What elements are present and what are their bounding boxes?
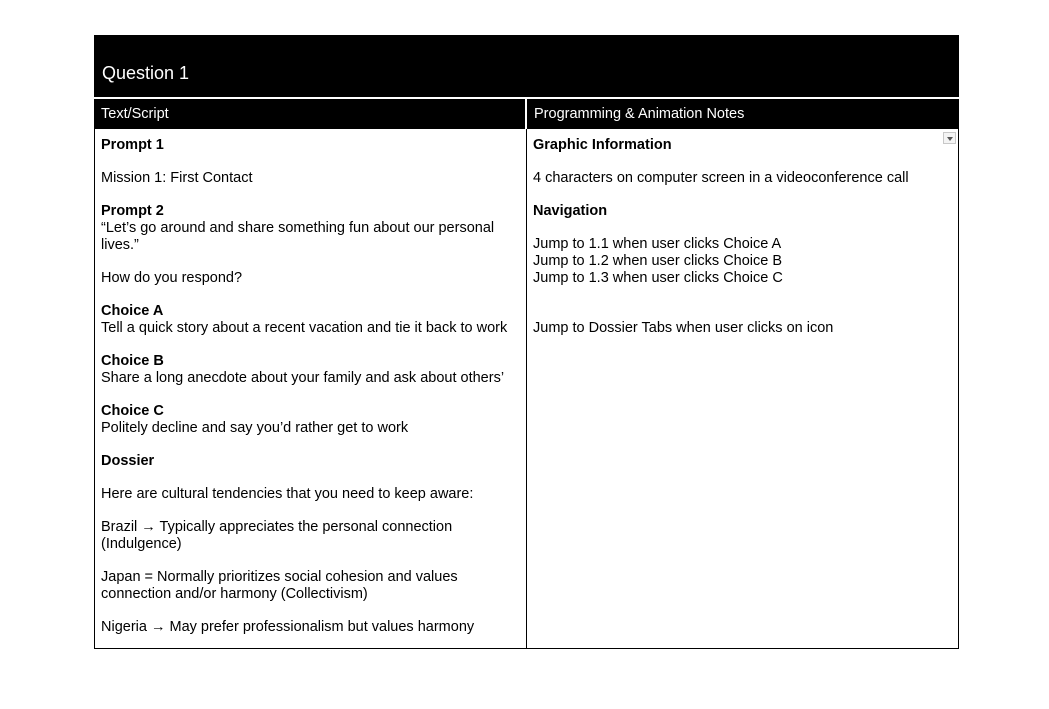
prompt-1-heading: Prompt 1 xyxy=(101,137,164,153)
jump-choice-c: Jump to 1.3 when user clicks Choice C xyxy=(533,270,783,286)
dossier-item-japan: Japan = Normally prioritizes social cohesion and values connection and/or harmony (Collectivism) xyxy=(101,569,458,602)
dossier-item-brazil: Brazil → Typically appreciates the personal connection (Indulgence) xyxy=(101,519,453,552)
prompt-1 xyxy=(101,137,520,154)
navigation-heading: Navigation xyxy=(533,203,608,219)
choice-c xyxy=(101,403,520,437)
prompt-2-quote: “Let’s go around and share something fun about our personal lives.” xyxy=(101,220,495,253)
graphic-info-heading: Graphic Information xyxy=(533,137,672,153)
text-script-cell[interactable] xyxy=(95,129,527,648)
choice-c-heading: Choice C xyxy=(101,403,164,419)
question-title: Question 1 xyxy=(102,63,190,83)
jump-choice-a: Jump to 1.1 when user clicks Choice A xyxy=(533,236,782,252)
choice-c-text: Politely decline and say you’d rather get to work xyxy=(101,420,409,436)
graphic-info-text: 4 characters on computer screen in a videoconference call xyxy=(533,170,909,186)
prompt-2-heading: Prompt 2 xyxy=(101,203,164,219)
storyboard-table xyxy=(94,35,959,649)
content-row xyxy=(94,129,959,649)
dossier-heading: Dossier xyxy=(101,453,155,469)
choice-b-heading: Choice B xyxy=(101,353,164,369)
choice-b xyxy=(101,353,520,387)
column-header-programming-notes: Programming & Animation Notes xyxy=(527,99,959,129)
dossier-intro: Here are cultural tendencies that you need to keep aware: xyxy=(101,486,474,502)
header-row xyxy=(94,99,959,129)
choice-a-heading: Choice A xyxy=(101,303,164,319)
choice-a-text: Tell a quick story about a recent vacation and tie it back to work xyxy=(101,320,508,336)
jump-choice-b: Jump to 1.2 when user clicks Choice B xyxy=(533,253,783,269)
dossier-item-nigeria: Nigeria → May prefer professionalism but values harmony xyxy=(101,619,475,635)
jump-dossier: Jump to Dossier Tabs when user clicks on icon xyxy=(533,320,834,336)
chevron-down-icon[interactable] xyxy=(943,132,956,144)
choice-b-text: Share a long anecdote about your family and ask about others’ xyxy=(101,370,505,386)
navigation-jumps xyxy=(533,236,952,287)
column-header-text-script: Text/Script xyxy=(94,99,525,129)
programming-notes-cell[interactable] xyxy=(527,129,958,648)
prompt-2-question: How do you respond? xyxy=(101,270,243,286)
choice-a xyxy=(101,303,520,337)
prompt-1-text: Mission 1: First Contact xyxy=(101,170,253,186)
title-row xyxy=(94,35,959,97)
prompt-2 xyxy=(101,203,520,254)
